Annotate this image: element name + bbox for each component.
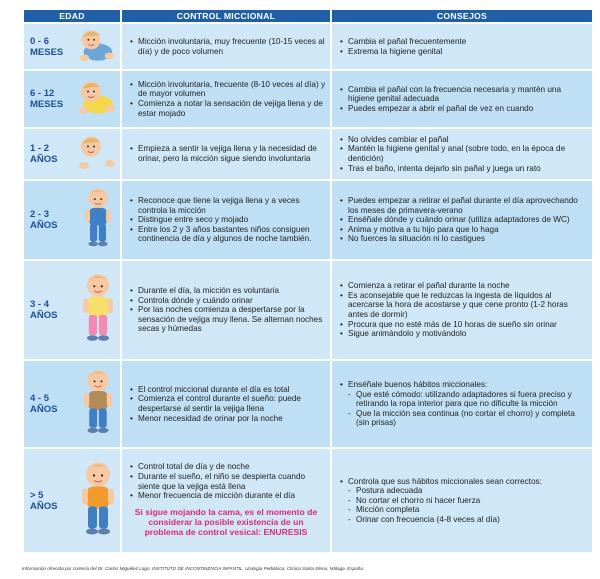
- table-row: [24, 181, 592, 259]
- table-row: [24, 261, 592, 359]
- child-illustration: [78, 186, 118, 250]
- control-cell: [122, 361, 330, 447]
- tips-list: [332, 85, 592, 114]
- list-item: • No fuerces la situación ni lo castigues: [340, 234, 588, 244]
- child-illustration: [78, 367, 118, 437]
- age-unit: AÑOS: [30, 500, 58, 512]
- list-item: • Control total de día y de noche: [130, 462, 326, 472]
- control-list: [122, 80, 330, 118]
- age-range: > 5: [30, 489, 44, 501]
- list-item: • Anima y motiva a tu hijo para que lo haga: [340, 225, 588, 235]
- age-cell: [24, 181, 120, 259]
- age-label: [30, 393, 66, 415]
- age-cell: [24, 71, 120, 127]
- tips-cell: [332, 449, 592, 552]
- age-unit: AÑOS: [30, 310, 58, 321]
- tips-cell: [332, 24, 592, 69]
- list-item: • Es aconsejable que le reduzcas la ingesta de líquidos al acercarse la hora de acostarse y que cene pronto (1-2 horas antes de dormir): [340, 291, 588, 320]
- tips-cell: [332, 71, 592, 127]
- list-item: • Empieza a sentir la vejiga llena y la necesidad de orinar, pero la micción sigue siendo involuntaria: [130, 144, 326, 163]
- list-item: • Reconoce que tiene la vejiga llena y a veces controla la micción: [130, 196, 326, 215]
- table-header-row: [24, 10, 592, 22]
- control-list: [122, 385, 330, 423]
- list-item: • Cambia el pañal frecuentemente: [340, 37, 588, 47]
- list-item: • Enséñale dónde y cuándo orinar (utiliza adaptadores de WC): [340, 215, 588, 225]
- control-cell: [122, 71, 330, 127]
- list-item: • Menor frecuencia de micción durante el día: [130, 491, 326, 501]
- list-item: • Comienza a notar la sensación de vejiga llena y de estar mojado: [130, 99, 326, 118]
- baby-illustration: [74, 75, 118, 119]
- list-item: • Extrema la higiene genital: [340, 47, 588, 57]
- list-item: - Postura adecuada: [340, 486, 588, 496]
- child-illustration: [78, 271, 118, 345]
- age-cell: [24, 449, 120, 552]
- age-cell: [24, 261, 120, 359]
- age-label: [30, 490, 66, 512]
- list-item: • Entre los 2 y 3 años bastantes niños consiguen continencia de día y algunos de noche también.: [130, 225, 326, 244]
- list-item: • El control miccional durante el día es total: [130, 385, 326, 395]
- list-item: • Tras el baño, intenta dejarlo sin pañal y juega un rato: [340, 164, 588, 174]
- age-label: [30, 209, 66, 231]
- list-item: • Durante el día, la micción es voluntaria: [130, 286, 326, 296]
- header-tips: CONSEJOS: [332, 10, 592, 22]
- child-illustration-wrap: [78, 186, 118, 255]
- control-list: [122, 196, 330, 244]
- list-item: • Menor necesidad de orinar por la noche: [130, 414, 326, 424]
- table-row: [24, 71, 592, 127]
- tips-cell: [332, 361, 592, 447]
- tips-list: [332, 196, 592, 244]
- age-range: 3 - 4: [30, 299, 50, 310]
- bladder-control-table-sheet: [22, 8, 594, 554]
- age-range: 4 - 5: [30, 393, 50, 404]
- control-list: [122, 462, 330, 500]
- child-illustration: [78, 456, 118, 540]
- age-unit: MESES: [30, 46, 64, 58]
- age-label: [30, 88, 66, 110]
- list-item: • Micción involuntaria, muy frecuente (10-15 veces al día) y de poco volumen: [130, 37, 326, 56]
- age-range: 0 - 6: [30, 35, 50, 47]
- list-item: • Puedes empezar a abrir el pañal de vez en cuando: [340, 104, 588, 114]
- control-cell: [122, 129, 330, 179]
- age-cell: [24, 361, 120, 447]
- tips-cell: [332, 181, 592, 259]
- tips-list: [332, 281, 592, 339]
- tips-cell: [332, 129, 592, 179]
- list-item: • Controla dónde y cuándo orinar: [130, 296, 326, 306]
- list-item: - Que esté cómodo: utilizando adaptadores si fuera preciso y retirando la ropa interior para que no dificulte la micción: [340, 390, 588, 409]
- source-footnote: Información ofrecida por cortesía del Dr. Carlos Miguélez Lago. INSTITUTO DE INCONTINENCIA INFANTIL. Urología Pediátrica, Clínica Santa Elena, Málaga. España.: [22, 566, 365, 571]
- list-item: - Micción completa: [340, 505, 588, 515]
- age-cell: [24, 129, 120, 179]
- list-item: • Sigue animándolo y motivándolo: [340, 329, 588, 339]
- control-cell: [122, 181, 330, 259]
- header-control: CONTROL MICCIONAL: [122, 10, 330, 22]
- age-cell: [24, 24, 120, 69]
- age-unit: MESES: [30, 99, 64, 110]
- age-label: [30, 36, 66, 58]
- table-row: [24, 361, 592, 447]
- child-illustration-wrap: [74, 75, 118, 124]
- baby-illustration: [74, 25, 118, 63]
- header-age: EDAD: [24, 10, 120, 22]
- control-list: [122, 37, 330, 56]
- list-item: • No olvides cambiar el pañal: [340, 135, 588, 145]
- control-cell: [122, 449, 330, 552]
- tips-list: [332, 380, 592, 428]
- list-item: • Enséñale buenos hábitos miccionales:: [340, 380, 588, 390]
- tips-cell: [332, 261, 592, 359]
- list-item: • Durante el sueño, el niño se despierta cuando siente que la vejiga está llena: [130, 472, 326, 491]
- baby-illustration: [74, 132, 118, 172]
- list-item: • Comienza a retirar el pañal durante la noche: [340, 281, 588, 291]
- list-item: • Comienza el control durante el sueño: puede despertarse al sentir la vejiga llena: [130, 394, 326, 413]
- age-unit: AÑOS: [30, 220, 58, 231]
- tips-list: [332, 135, 592, 173]
- enuresis-warning: Si sigue mojando la cama, es el momento de considerar la posible existencia de un problema de control vesical: ENURESIS: [134, 506, 318, 537]
- child-illustration-wrap: [74, 132, 118, 177]
- table-row: [24, 449, 592, 552]
- child-illustration-wrap: [78, 367, 118, 442]
- age-range: 6 - 12: [30, 88, 55, 99]
- control-list: [122, 286, 330, 334]
- table-row: [24, 24, 592, 69]
- age-unit: AÑOS: [30, 154, 58, 165]
- table-row: [24, 129, 592, 179]
- list-item: • Procura que no esté más de 10 horas de sueño sin orinar: [340, 320, 588, 330]
- age-unit: AÑOS: [30, 404, 58, 415]
- age-label: [30, 143, 66, 165]
- list-item: • Por las noches comienza a despertarse por la sensación de vejiga muy llena. Se alternan noches secas y húmedas: [130, 305, 326, 334]
- list-item: • Cambia el pañal con la frecuencia necesaria y mantén una higiene genital adecuada: [340, 85, 588, 104]
- list-item: • Puedes empezar a retirar el pañal durante el día aprovechando los meses de primavera-verano: [340, 196, 588, 215]
- list-item: • Micción involuntaria, frecuente (8-10 veces al día) y de mayor volumen: [130, 80, 326, 99]
- list-item: • Mantén la higiene genital y anal (sobre todo, en la época de dentición): [340, 144, 588, 163]
- child-illustration-wrap: [78, 456, 118, 545]
- tips-list: [332, 477, 592, 525]
- child-illustration-wrap: [74, 25, 118, 68]
- age-range: 1 - 2: [30, 143, 50, 154]
- control-cell: [122, 261, 330, 359]
- list-item: - No cortar el chorro ni hacer fuerza: [340, 496, 588, 506]
- age-label: [30, 299, 66, 321]
- bladder-control-table: [22, 8, 594, 554]
- age-range: 2 - 3: [30, 209, 50, 220]
- list-item: - Que la micción sea continua (no cortar el chorro) y completa (sin prisas): [340, 409, 588, 428]
- control-cell: [122, 24, 330, 69]
- tips-list: [332, 37, 592, 56]
- list-item: - Orinar con frecuencia (4-8 veces al día): [340, 515, 588, 525]
- control-list: [122, 144, 330, 163]
- child-illustration-wrap: [78, 271, 118, 350]
- list-item: • Controla que sus hábitos miccionales sean correctos:: [340, 477, 588, 487]
- list-item: • Distingue entre seco y mojado: [130, 215, 326, 225]
